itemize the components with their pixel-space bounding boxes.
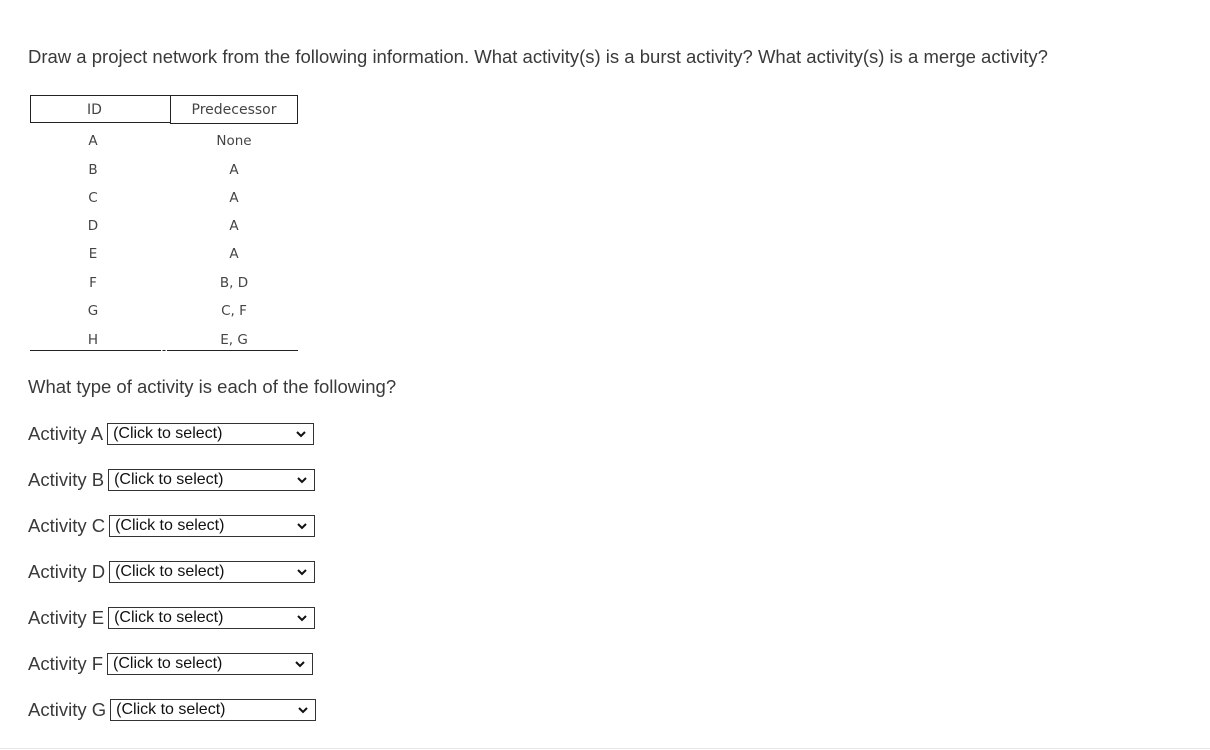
activity-row-d <box>28 560 315 584</box>
table-header-divider-bottom <box>158 122 170 123</box>
cell-id: C <box>88 190 98 206</box>
cell-id: F <box>89 275 97 291</box>
activity-label: Activity B <box>28 469 105 490</box>
activity-row-a <box>28 422 314 446</box>
cell-predecessor: A <box>229 190 239 206</box>
table-header-divider <box>158 95 170 96</box>
select-value: (Click to select) <box>115 517 225 534</box>
activity-label: Activity A <box>28 423 104 444</box>
table-row <box>30 275 298 303</box>
subquestion-text: What type of activity is each of the following? <box>28 376 397 397</box>
activity-g-select[interactable] <box>110 699 316 721</box>
cell-id: E <box>88 246 98 262</box>
chevron-down-icon <box>295 428 307 440</box>
activity-row-b <box>28 468 315 492</box>
table-row <box>30 162 298 190</box>
chevron-down-icon <box>296 474 308 486</box>
activity-f-select[interactable] <box>107 653 313 675</box>
table-row <box>30 246 298 274</box>
select-value: (Click to select) <box>113 655 223 672</box>
predecessor-table <box>30 95 298 353</box>
activity-label: Activity C <box>28 515 106 536</box>
table-row <box>30 190 298 218</box>
activity-row-e <box>28 606 315 630</box>
cell-predecessor: A <box>229 218 239 234</box>
select-value: (Click to select) <box>116 701 226 718</box>
select-value: (Click to select) <box>115 563 225 580</box>
table-header-predecessor: Predecessor <box>170 95 298 124</box>
cell-id: H <box>87 332 99 348</box>
question-text: Draw a project network from the following information. What activity(s) is a burst activity? What activity(s) is a merge activity? <box>28 46 1048 67</box>
cell-predecessor: A <box>229 246 239 262</box>
table-bottom-border <box>30 350 158 351</box>
table-row <box>30 332 298 360</box>
cell-predecessor: C, F <box>221 303 247 319</box>
table-row <box>30 303 298 331</box>
activity-row-g <box>28 698 316 722</box>
cell-predecessor: B, D <box>219 275 249 291</box>
cell-predecessor: None <box>216 133 252 149</box>
activity-row-f <box>28 652 313 676</box>
select-value: (Click to select) <box>114 609 224 626</box>
activity-label: Activity G <box>28 699 107 720</box>
activity-b-select[interactable] <box>108 469 315 491</box>
table-bottom-border <box>170 350 298 351</box>
activity-d-select[interactable] <box>109 561 315 583</box>
select-value: (Click to select) <box>114 471 224 488</box>
activity-c-select[interactable] <box>109 515 315 537</box>
table-row <box>30 218 298 246</box>
cell-id: D <box>87 218 99 234</box>
page-divider <box>0 748 1210 749</box>
chevron-down-icon <box>296 612 308 624</box>
chevron-down-icon <box>296 566 308 578</box>
select-value: (Click to select) <box>113 425 223 442</box>
table-header-id: ID <box>30 95 158 123</box>
activity-e-select[interactable] <box>108 607 315 629</box>
cell-id: B <box>88 162 98 178</box>
activity-label: Activity E <box>28 607 105 628</box>
chevron-down-icon <box>297 704 309 716</box>
table-row <box>30 133 298 161</box>
activity-label: Activity D <box>28 561 106 582</box>
chevron-down-icon <box>294 658 306 670</box>
activity-a-select[interactable] <box>107 423 314 445</box>
cell-id: G <box>87 303 99 319</box>
cell-predecessor: E, G <box>220 332 248 348</box>
table-bottom-divider <box>158 350 170 351</box>
chevron-down-icon <box>296 520 308 532</box>
cell-id: A <box>88 133 98 149</box>
activity-label: Activity F <box>28 653 104 674</box>
cell-predecessor: A <box>229 162 239 178</box>
activity-row-c <box>28 514 315 538</box>
